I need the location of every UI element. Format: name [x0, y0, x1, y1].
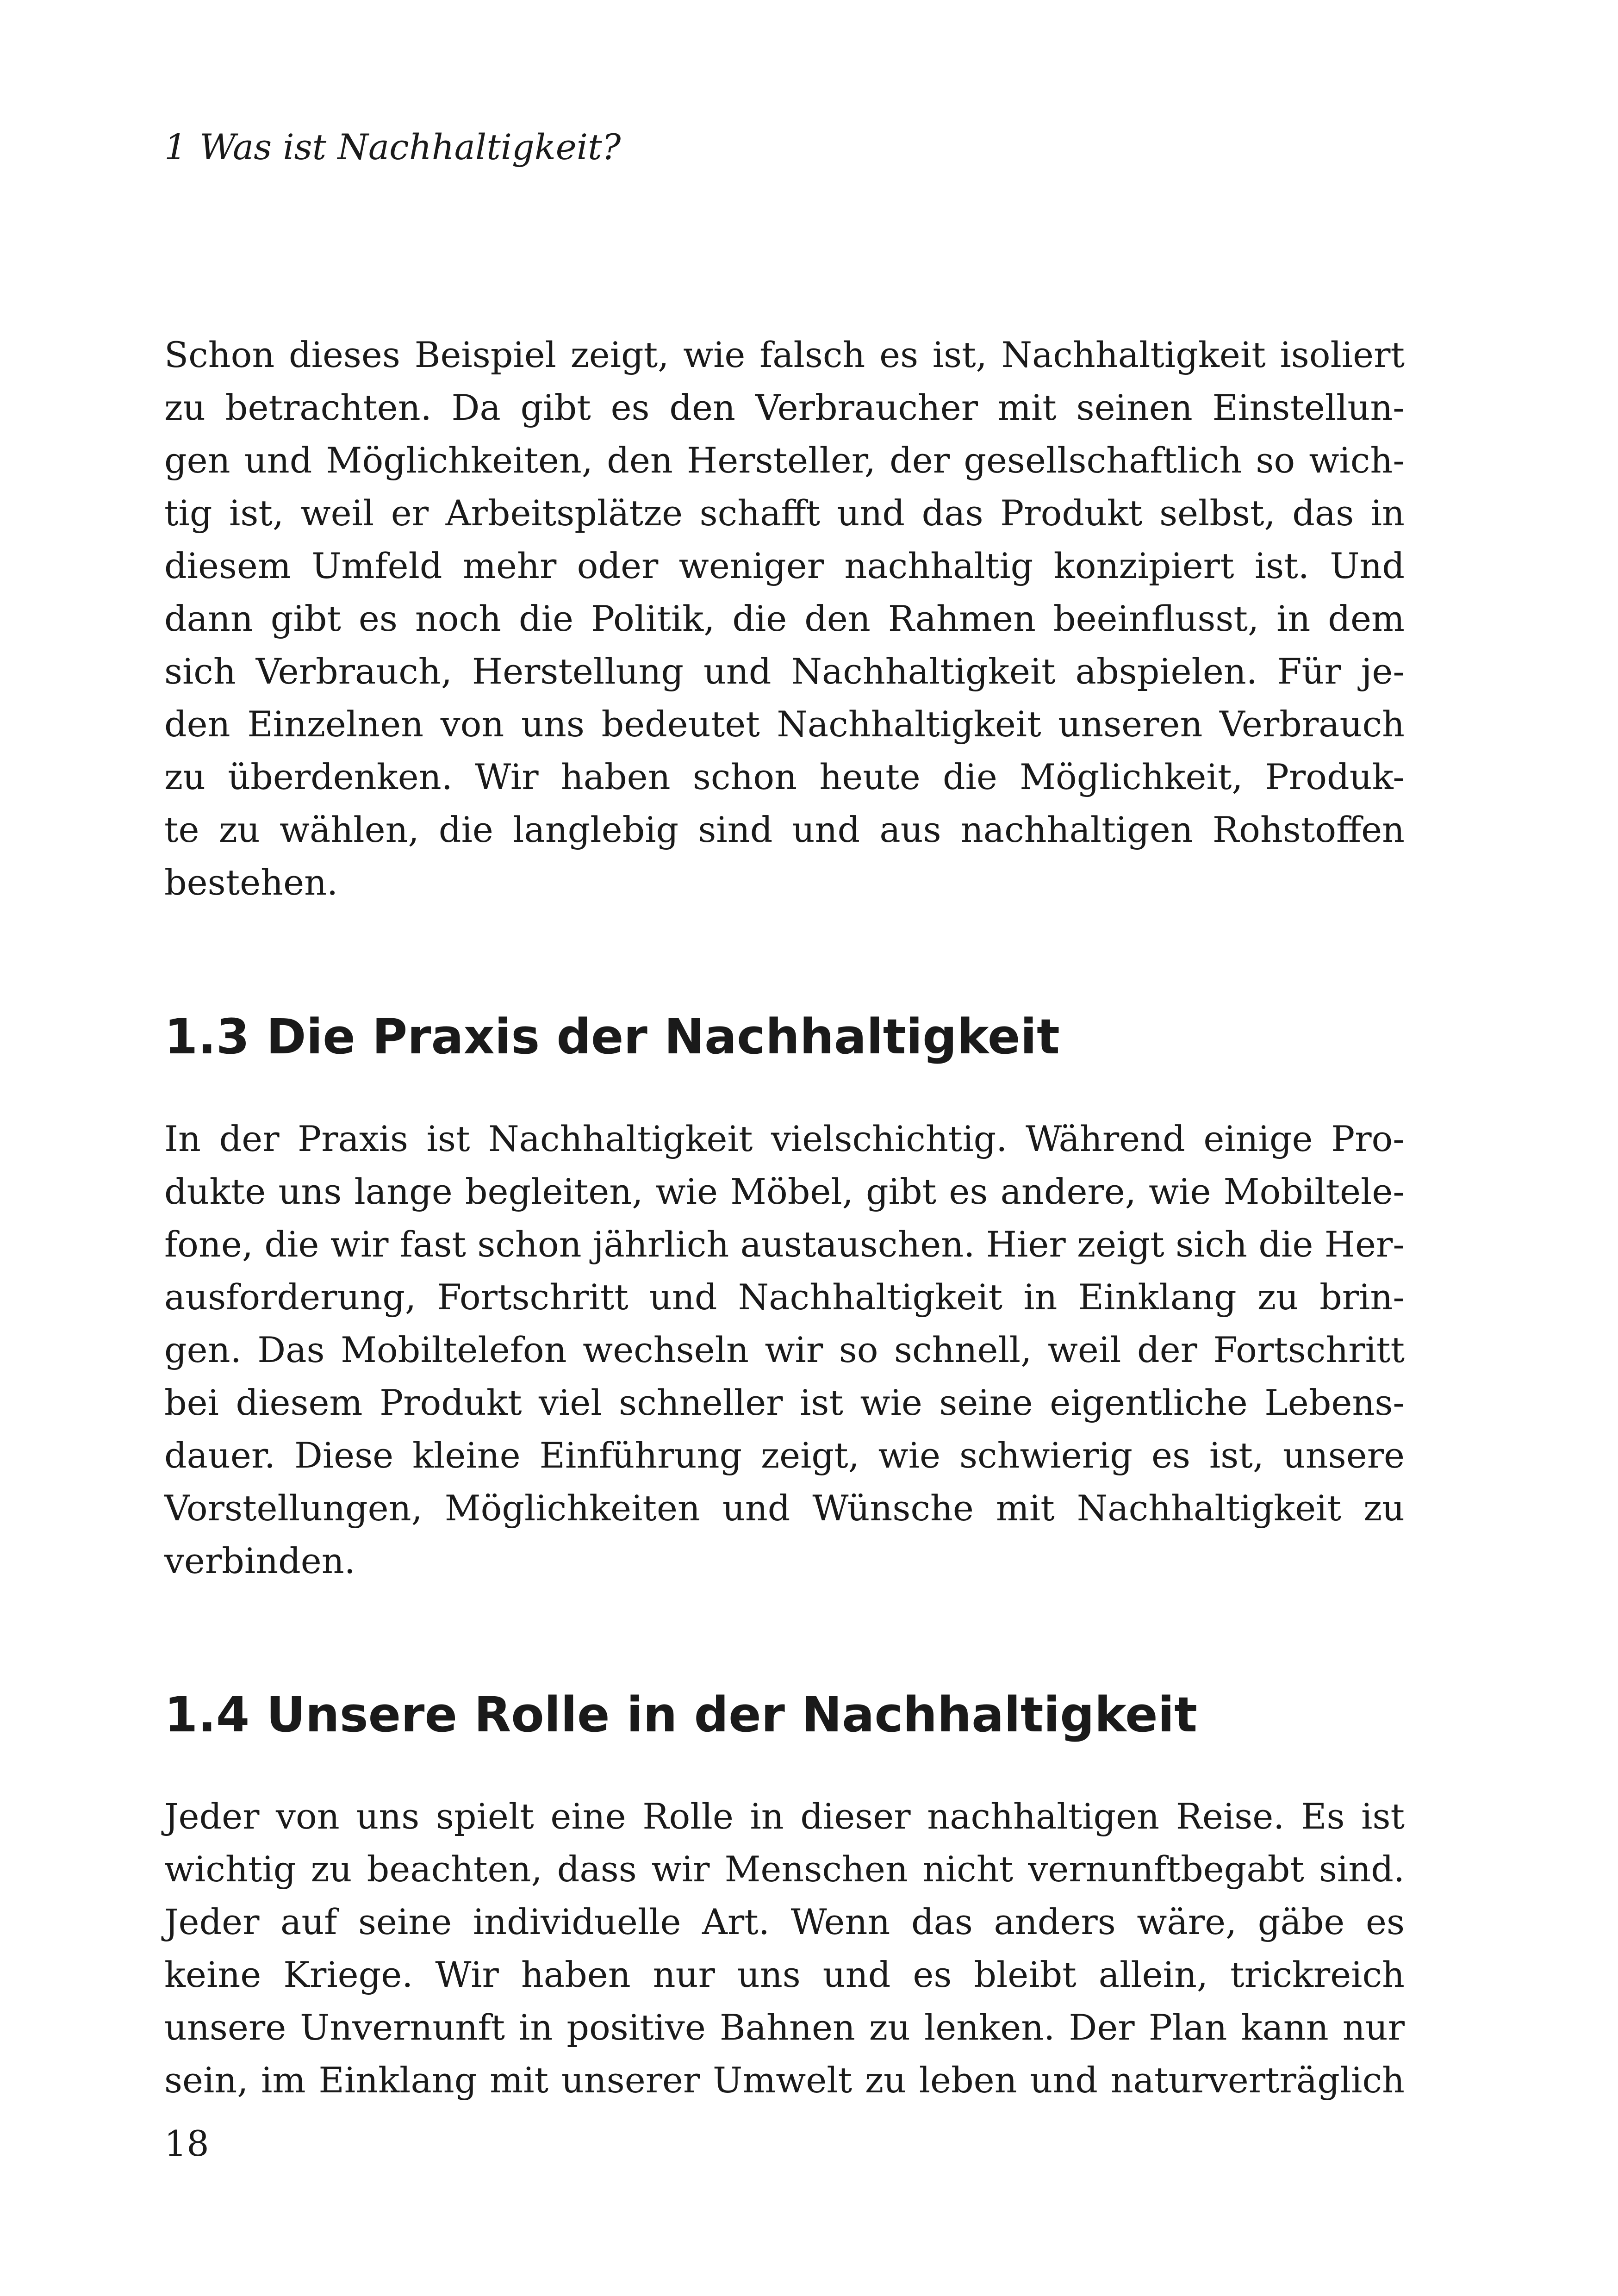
- paragraph-1-line: zu überdenken. Wir haben schon heute die Möglichkeit, Produk-: [164, 756, 1405, 797]
- section-1-4-line: Jeder auf seine individuelle Art. Wenn das anders wäre, gäbe es: [164, 1901, 1405, 1942]
- section-heading-1-4: [164, 1685, 1197, 1745]
- section-title: Unsere Rolle in der Nachhaltigkeit: [266, 1686, 1197, 1743]
- paragraph-1-line: sich Verbrauch, Herstellung und Nachhaltigkeit abspielen. Für je-: [164, 651, 1405, 692]
- section-1-3-line: In der Praxis ist Nachhaltigkeit vielschichtig. Während einige Pro-: [164, 1118, 1405, 1159]
- section-1-3-line: gen. Das Mobiltelefon wechseln wir so schnell, weil der Fortschritt: [164, 1329, 1405, 1370]
- paragraph-1-line: gen und Möglichkeiten, den Hersteller, der gesellschaftlich so wich-: [164, 440, 1405, 481]
- running-head-chapter-title: Was ist Nachhaltigkeit?: [199, 126, 621, 168]
- paragraph-1-line: tig ist, weil er Arbeitsplätze schafft und das Produkt selbst, das in: [164, 492, 1405, 534]
- paragraph-1-line: te zu wählen, die langlebig sind und aus nachhaltigen Rohstoffen: [164, 809, 1405, 850]
- section-1-3-paragraph: [164, 1113, 1405, 1587]
- section-1-3-line: dukte uns lange begleiten, wie Möbel, gibt es andere, wie Mobiltele-: [164, 1171, 1405, 1212]
- section-1-4-line: sein, im Einklang mit unserer Umwelt zu leben und naturverträglich: [164, 2060, 1405, 2101]
- section-1-3-line: fone, die wir fast schon jährlich austauschen. Hier zeigt sich die Her-: [164, 1224, 1405, 1265]
- paragraph-1: [164, 329, 1405, 909]
- section-heading-1-3: [164, 1007, 1060, 1067]
- section-number: 1.4: [164, 1686, 250, 1743]
- section-1-4-line: wichtig zu beachten, dass wir Menschen nicht vernunftbegabt sind.: [164, 1848, 1405, 1890]
- paragraph-1-line: zu betrachten. Da gibt es den Verbraucher mit seinen Einstellun-: [164, 387, 1405, 428]
- paragraph-1-line: Schon dieses Beispiel zeigt, wie falsch es ist, Nachhaltigkeit isoliert: [164, 334, 1405, 375]
- section-1-4-line: keine Kriege. Wir haben nur uns und es bleibt allein, trickreich: [164, 1954, 1405, 1995]
- paragraph-1-line: dann gibt es noch die Politik, die den Rahmen beeinflusst, in dem: [164, 598, 1405, 639]
- running-head-chapter-number: 1: [164, 126, 187, 168]
- paragraph-1-line: diesem Umfeld mehr oder weniger nachhaltig konzipiert ist. Und: [164, 545, 1405, 586]
- section-1-3-line: verbinden.: [164, 1540, 355, 1581]
- section-1-3-line: dauer. Diese kleine Einführung zeigt, wie schwierig es ist, unsere: [164, 1435, 1405, 1476]
- section-1-4-line: unsere Unvernunft in positive Bahnen zu lenken. Der Plan kann nur: [164, 2007, 1405, 2048]
- page-number: 18: [164, 2123, 209, 2164]
- section-1-4-paragraph: [164, 1790, 1405, 2107]
- section-1-3-line: Vorstellungen, Möglichkeiten und Wünsche mit Nachhaltigkeit zu: [164, 1487, 1405, 1529]
- paragraph-1-line: den Einzelnen von uns bedeutet Nachhaltigkeit unseren Verbrauch: [164, 703, 1405, 745]
- paragraph-1-line: bestehen.: [164, 862, 338, 903]
- running-head: [164, 124, 621, 170]
- section-1-3-line: ausforderung, Fortschritt und Nachhaltigkeit in Einklang zu brin-: [164, 1276, 1405, 1318]
- section-number: 1.3: [164, 1008, 250, 1065]
- section-title: Die Praxis der Nachhaltigkeit: [266, 1008, 1060, 1065]
- section-1-4-line: Jeder von uns spielt eine Rolle in dieser nachhaltigen Reise. Es ist: [164, 1796, 1405, 1837]
- section-1-3-line: bei diesem Produkt viel schneller ist wie seine eigentliche Lebens-: [164, 1382, 1405, 1423]
